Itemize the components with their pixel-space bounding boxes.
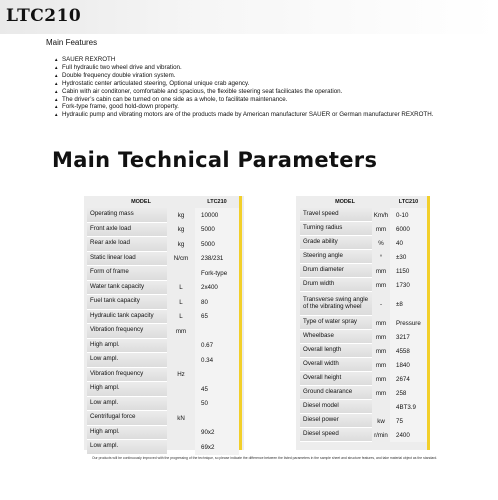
feature-list xyxy=(54,56,474,119)
param-label: Vibration frequency xyxy=(87,368,167,383)
param-value: 5000 xyxy=(195,223,239,238)
param-value: 6000 xyxy=(390,222,427,236)
param-unit xyxy=(167,266,195,281)
model-header-label: MODEL xyxy=(131,199,151,205)
param-value: 75 xyxy=(390,414,427,428)
feature-item: ▲ Full hydraulic two wheel drive and vibration. xyxy=(54,64,474,72)
param-value: 69x2 xyxy=(195,440,239,455)
table-row xyxy=(300,386,427,400)
param-unit xyxy=(167,397,195,412)
param-value: 1840 xyxy=(390,358,427,372)
param-unit: mm xyxy=(375,267,387,275)
param-value: 4558 xyxy=(390,344,427,358)
param-unit xyxy=(167,382,195,397)
param-unit: mm xyxy=(375,347,387,355)
table-row xyxy=(300,222,427,236)
param-unit: mm xyxy=(375,375,387,383)
table-row xyxy=(87,324,239,339)
param-label: Diesel model xyxy=(300,400,372,414)
param-unit xyxy=(167,353,195,368)
param-label: Overall height xyxy=(300,372,372,386)
param-label: Overall length xyxy=(300,344,372,358)
param-label: Low ampl. xyxy=(87,397,167,412)
table-row xyxy=(87,353,239,368)
param-unit: L xyxy=(179,284,183,292)
table-row xyxy=(300,372,427,386)
param-unit xyxy=(372,400,390,414)
param-label: Front axle load xyxy=(87,223,167,238)
table-row xyxy=(87,411,239,426)
param-value xyxy=(195,368,239,383)
param-unit: % xyxy=(378,239,384,247)
param-label: Grade ability xyxy=(300,236,372,250)
feature-item: ▲ Hydrostatic center articulated steering, Optional unique crab agency. xyxy=(54,80,474,88)
param-value xyxy=(195,324,239,339)
table-row xyxy=(300,264,427,278)
param-unit: kw xyxy=(377,417,385,425)
table-row xyxy=(87,208,239,223)
param-unit: ° xyxy=(379,253,383,261)
table-row xyxy=(87,368,239,383)
param-unit: kg xyxy=(177,211,185,219)
table-row xyxy=(300,330,427,344)
param-label: High ampl. xyxy=(87,339,167,354)
param-unit: L xyxy=(179,313,183,321)
param-label: Type of water spray xyxy=(300,316,372,330)
param-label: Wheelbase xyxy=(300,330,372,344)
footer-note: Our products will be continuously improved with the progressing of the technique, so please indicate the difference between the listed parameters in the sample sheet and structure features, and take material object as the standard. xyxy=(92,456,438,460)
table-row xyxy=(87,223,239,238)
table-row xyxy=(300,428,427,442)
table-row xyxy=(87,295,239,310)
table-row xyxy=(300,414,427,428)
table-row xyxy=(300,292,427,316)
param-unit xyxy=(167,339,195,354)
param-unit: Hz xyxy=(177,371,185,379)
param-unit: - xyxy=(379,300,383,308)
param-unit: kN xyxy=(177,414,185,422)
param-value: 50 xyxy=(195,397,239,412)
table-row xyxy=(300,250,427,264)
param-value: 238/231 xyxy=(195,252,239,267)
param-label: Low ampl. xyxy=(87,353,167,368)
table-row xyxy=(300,208,427,222)
param-unit: mm xyxy=(375,389,387,397)
param-value: ±8 xyxy=(390,292,427,316)
param-label: Drum diameter xyxy=(300,264,372,278)
model-header-value: LTC210 xyxy=(207,199,227,205)
param-unit: mm xyxy=(375,225,387,233)
param-label: High ampl. xyxy=(87,382,167,397)
param-value: ±30 xyxy=(390,250,427,264)
table-row xyxy=(300,400,427,414)
param-unit: mm xyxy=(175,327,187,335)
feature-item: ▲ Double frequency double viration system. xyxy=(54,72,474,80)
feature-item: ▲ Cabin with air conditoner, comfortable and spacious, the flexible steering seat facilicates the operation. xyxy=(54,88,474,96)
table-row xyxy=(87,339,239,354)
table-row xyxy=(87,281,239,296)
right-spec-table xyxy=(300,196,427,450)
param-label: Diesel speed xyxy=(300,428,372,442)
param-label: Turning radius xyxy=(300,222,372,236)
param-label: Operating mass xyxy=(87,208,167,223)
param-value: 2x400 xyxy=(195,281,239,296)
left-table-accent xyxy=(239,196,242,450)
table-row xyxy=(87,397,239,412)
table-row xyxy=(87,266,239,281)
table-row xyxy=(87,440,239,455)
param-label: Ground clearance xyxy=(300,386,372,400)
param-label: Steering angle xyxy=(300,250,372,264)
param-value: 5000 xyxy=(195,237,239,252)
table-header-row xyxy=(300,196,427,208)
param-value: Pressure xyxy=(390,316,427,330)
param-unit: L xyxy=(179,298,183,306)
param-label: Diesel power xyxy=(300,414,372,428)
table-row xyxy=(87,237,239,252)
table-row xyxy=(87,310,239,325)
param-value: 0.67 xyxy=(195,339,239,354)
param-label: Rear axle load xyxy=(87,237,167,252)
param-label: Drum width xyxy=(300,278,372,292)
left-spec-table xyxy=(87,196,239,450)
param-value: 4BT3.9 xyxy=(390,400,427,414)
param-label: Static linear load xyxy=(87,252,167,267)
param-unit xyxy=(167,440,195,455)
param-unit xyxy=(167,426,195,441)
param-label: Vibration frequency xyxy=(87,324,167,339)
table-row xyxy=(300,236,427,250)
param-value: 80 xyxy=(195,295,239,310)
model-header-label: MODEL xyxy=(335,199,355,205)
table-row xyxy=(300,344,427,358)
param-unit: Km/h xyxy=(373,211,389,219)
param-value: 2674 xyxy=(390,372,427,386)
model-header-value: LTC210 xyxy=(398,199,419,205)
param-label: Low ampl. xyxy=(87,440,167,455)
param-value: 0.34 xyxy=(195,353,239,368)
param-unit: mm xyxy=(375,333,387,341)
param-value: 10000 xyxy=(195,208,239,223)
table-row xyxy=(300,316,427,330)
param-unit: mm xyxy=(375,281,387,289)
param-value: 2400 xyxy=(390,428,427,442)
table-row xyxy=(87,382,239,397)
param-label: Water tank capacity xyxy=(87,281,167,296)
param-value: 40 xyxy=(390,236,427,250)
param-value: 90x2 xyxy=(195,426,239,441)
param-value: 45 xyxy=(195,382,239,397)
param-unit: kg xyxy=(177,240,185,248)
feature-item: ▲ The driver’s cabin can be turned on one side as a whole, to facilitate maintenance. xyxy=(54,96,474,104)
param-unit: mm xyxy=(375,361,387,369)
table-row xyxy=(87,426,239,441)
param-label: Hydraulic tank capacity xyxy=(87,310,167,325)
param-label: Form of frame xyxy=(87,266,167,281)
param-label: Centrifugal force xyxy=(87,411,167,426)
param-value: 1730 xyxy=(390,278,427,292)
table-header-row xyxy=(87,196,239,208)
param-value xyxy=(195,411,239,426)
table-row xyxy=(300,358,427,372)
param-unit: kg xyxy=(177,226,185,234)
param-label: High ampl. xyxy=(87,426,167,441)
param-label: Fuel tank capacity xyxy=(87,295,167,310)
param-label: Overall width xyxy=(300,358,372,372)
param-value: Fork-type xyxy=(195,266,239,281)
param-value: 1150 xyxy=(390,264,427,278)
param-label: Travel speed xyxy=(300,208,372,222)
param-value: 0-10 xyxy=(390,208,427,222)
feature-item: ▲ Fork-type frame, good hold-down property. xyxy=(54,103,474,111)
right-table-accent xyxy=(427,196,430,450)
param-value: 65 xyxy=(195,310,239,325)
features-title: Main Features xyxy=(46,38,98,47)
param-value: 258 xyxy=(390,386,427,400)
param-unit: N/cm xyxy=(173,255,189,263)
param-value: 3217 xyxy=(390,330,427,344)
params-title: Main Technical Parameters xyxy=(52,148,378,172)
param-label: Transverse swing angle of the vibrating wheel xyxy=(300,292,372,316)
param-unit: r/min xyxy=(374,431,388,439)
feature-item: ▲ Hydraulic pump and vibrating motors are of the products made by American manufacturer SAUER or German manufacturer REXROTH. xyxy=(54,111,474,119)
param-unit: mm xyxy=(375,319,387,327)
table-row xyxy=(87,252,239,267)
table-row xyxy=(300,278,427,292)
feature-item: ▲ SAUER REXROTH xyxy=(54,56,474,64)
model-title: LTC210 xyxy=(6,6,82,26)
